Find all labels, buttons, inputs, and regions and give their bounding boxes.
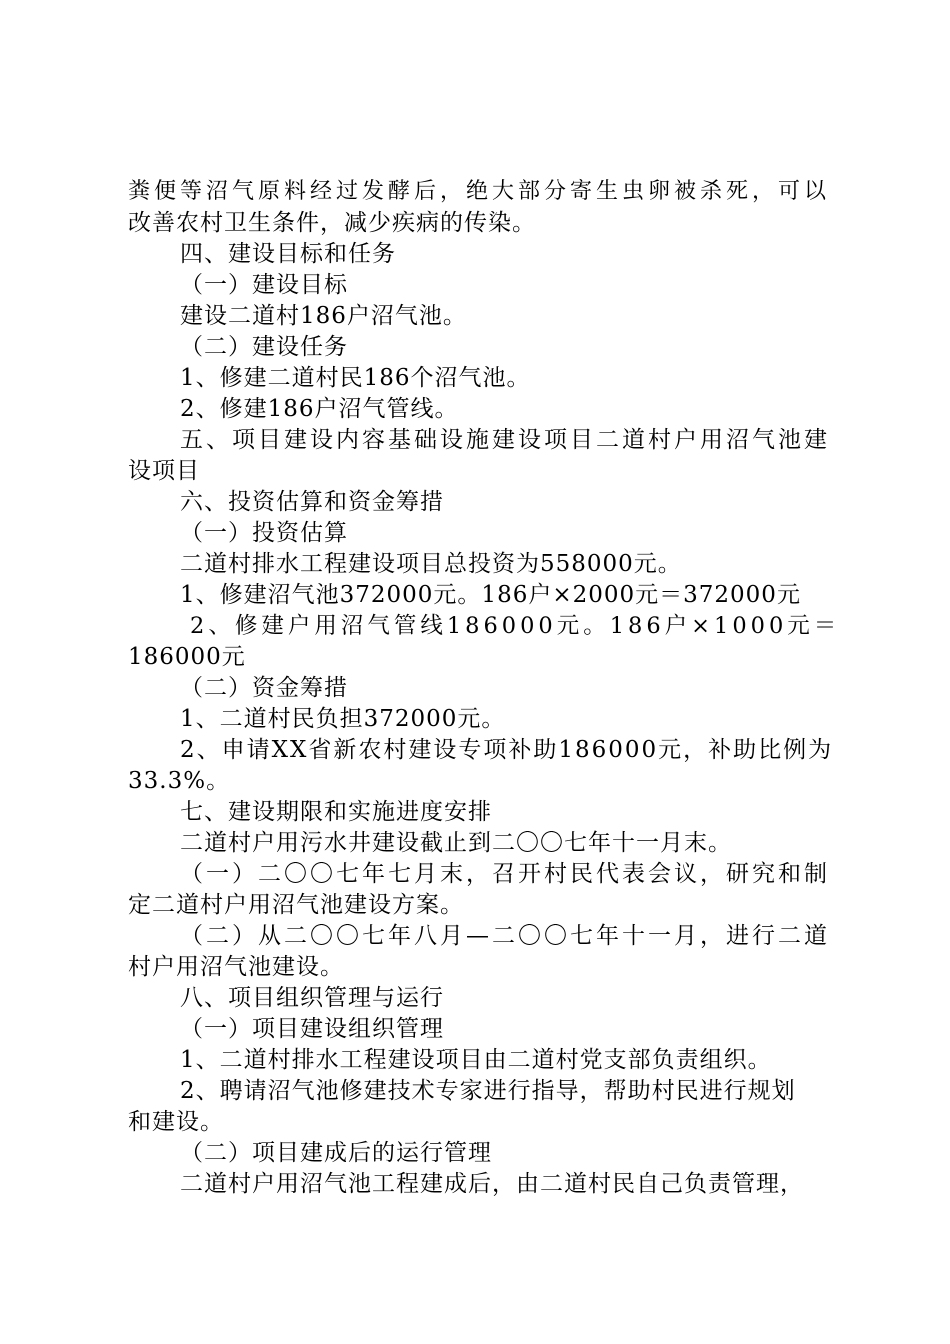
section-heading: 七、建设期限和实施进度安排 — [180, 799, 492, 825]
list-item: （二）从二〇〇七年八月—二〇〇七年十一月，进行二道 — [180, 923, 830, 949]
list-item: 1、修建沼气池372000元。186户×2000元＝372000元 — [180, 582, 801, 608]
subsection-heading: （一）建设目标 — [180, 272, 348, 298]
list-item: 2、修建186户沼气管线。 — [180, 396, 459, 422]
list-item: 1、二道村民负担372000元。 — [180, 706, 506, 732]
list-item: 1、二道村排水工程建设项目由二道村党支部负责组织。 — [180, 1047, 772, 1073]
section-heading: 六、投资估算和资金筹措 — [180, 489, 444, 515]
paragraph-line: 33.3%。 — [128, 768, 231, 794]
paragraph-line: 设项目 — [128, 458, 200, 484]
section-heading: 四、建设目标和任务 — [180, 241, 396, 267]
list-item: 2、修建户用沼气管线186000元。186户×1000元＝ — [190, 613, 841, 639]
subsection-heading: （一）项目建设组织管理 — [180, 1016, 444, 1042]
paragraph-line: 建设二道村186户沼气池。 — [180, 303, 467, 329]
paragraph-line: 粪便等沼气原料经过发酵后，绝大部分寄生虫卵被杀死，可以 — [128, 179, 831, 204]
section-heading: 八、项目组织管理与运行 — [180, 985, 444, 1011]
paragraph-line: 186000元 — [128, 644, 246, 670]
subsection-heading: （二）建设任务 — [180, 334, 348, 360]
paragraph-line: 改善农村卫生条件，减少疾病的传染。 — [128, 210, 536, 236]
paragraph-line: 定二道村户用沼气池建设方案。 — [128, 892, 464, 918]
subsection-heading: （一）投资估算 — [180, 520, 348, 546]
section-heading: 五、项目建设内容基础设施建设项目二道村户用沼气池建 — [180, 427, 830, 453]
list-item: 1、修建二道村民186个沼气池。 — [180, 365, 531, 391]
list-item: 2、聘请沼气池修建技术专家进行指导，帮助村民进行规划 — [180, 1078, 796, 1104]
list-item: （一）二〇〇七年七月末，召开村民代表会议，研究和制 — [180, 861, 830, 887]
list-item: 2、申请XX省新农村建设专项补助186000元，补助比例为 — [180, 737, 834, 763]
subsection-heading: （二）资金筹措 — [180, 675, 348, 701]
paragraph-line: 二道村户用污水井建设截止到二〇〇七年十一月末。 — [180, 830, 732, 856]
subsection-heading: （二）项目建成后的运行管理 — [180, 1140, 492, 1166]
paragraph-line: 二道村户用沼气池工程建成后，由二道村民自己负责管理， — [180, 1171, 804, 1197]
paragraph-line: 村户用沼气池建设。 — [128, 954, 344, 980]
paragraph-line: 二道村排水工程建设项目总投资为558000元。 — [180, 551, 682, 577]
paragraph-line: 和建设。 — [128, 1109, 224, 1135]
